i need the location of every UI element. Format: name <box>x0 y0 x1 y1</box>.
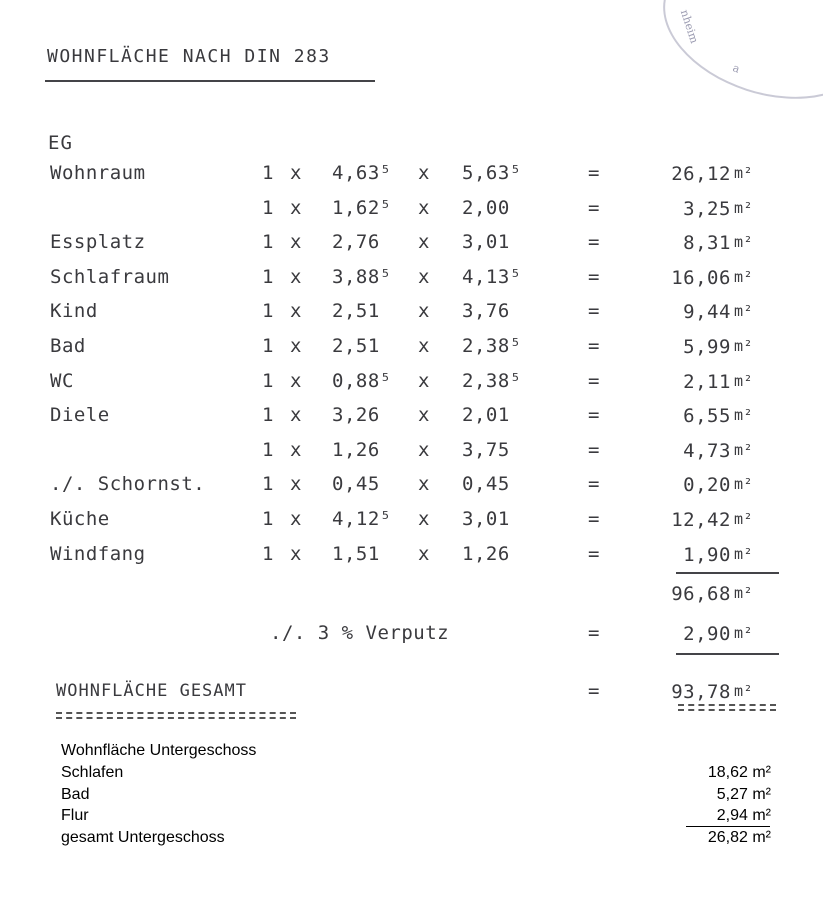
basement-title: Wohnfläche Untergeschoss <box>61 742 257 759</box>
basement-item-value: 18,62 m² <box>707 764 771 781</box>
room-label: ./. Schornst. <box>50 473 206 496</box>
stamp-text: nheim <box>677 8 701 45</box>
basement-total-label: gesamt Untergeschoss <box>61 829 225 846</box>
total-value-double-underline <box>678 704 776 711</box>
equals-sign: = <box>588 404 600 427</box>
basement-item-label: Flur <box>61 807 89 824</box>
width-value: 5,63⁵ <box>462 162 522 184</box>
calculation-row <box>0 402 823 432</box>
room-label: Diele <box>50 404 110 427</box>
calculation-row <box>0 160 823 190</box>
calculation-row <box>0 298 823 328</box>
length-value: 4,63⁵ <box>332 162 392 184</box>
area-result: 26,12 m² <box>671 163 753 185</box>
factor: 1 <box>262 404 274 427</box>
width-value: 4,13⁵ <box>462 265 522 288</box>
multiply-sign: x <box>418 508 430 530</box>
equals-sign: = <box>588 369 600 392</box>
equals-sign: = <box>588 542 600 565</box>
basement-total-value: 26,82 m² <box>707 829 771 846</box>
calculation-row <box>0 506 823 536</box>
heading-underline <box>45 80 375 82</box>
room-label: Küche <box>50 508 110 530</box>
width-value: 3,01 <box>462 508 510 530</box>
equals-sign: = <box>588 265 600 288</box>
subtotal-row <box>0 580 823 610</box>
length-value: 2,51 <box>332 335 380 357</box>
width-value: 0,45 <box>462 473 510 496</box>
room-label: Schlafraum <box>50 265 170 288</box>
basement-item-label: Schlafen <box>61 764 124 781</box>
factor: 1 <box>262 265 274 288</box>
length-value: 3,88⁵ <box>332 265 392 288</box>
width-value: 3,01 <box>462 231 510 254</box>
calculation-row <box>0 264 823 294</box>
basement-item-value: 5,27 m² <box>716 786 771 803</box>
multiply-sign: x <box>290 162 302 184</box>
official-stamp <box>645 0 823 124</box>
area-result: 0,20 m² <box>683 474 753 497</box>
equals-sign: = <box>588 473 600 496</box>
stamp-text: a <box>730 61 742 76</box>
total-rule <box>676 653 779 655</box>
area-result: 16,06 m² <box>671 266 753 289</box>
multiply-sign: x <box>418 438 430 461</box>
subtotal-rule <box>676 572 779 574</box>
length-value: 1,26 <box>332 438 380 461</box>
multiply-sign: x <box>290 265 302 288</box>
equals-sign: = <box>588 438 600 461</box>
equals-sign: = <box>588 508 600 530</box>
factor: 1 <box>262 438 274 461</box>
multiply-sign: x <box>418 404 430 427</box>
area-result: 9,44 m² <box>683 301 753 324</box>
factor: 1 <box>262 231 274 254</box>
factor: 1 <box>262 300 274 323</box>
calculation-row <box>0 333 823 363</box>
plaster-value: 2,90 m² <box>683 623 753 645</box>
multiply-sign: x <box>290 438 302 461</box>
equals-sign: = <box>588 231 600 254</box>
width-value: 1,26 <box>462 542 510 565</box>
area-result: 3,25 m² <box>683 197 753 220</box>
area-result: 4,73 m² <box>683 439 753 462</box>
calculation-row <box>0 368 823 398</box>
area-result: 5,99 m² <box>683 336 753 358</box>
total-equals: = <box>588 680 600 702</box>
multiply-sign: x <box>290 335 302 357</box>
multiply-sign: x <box>290 473 302 496</box>
equals-sign: = <box>588 162 600 184</box>
calculation-row <box>0 437 823 467</box>
basement-item-label: Bad <box>61 786 90 803</box>
total-label: WOHNFLÄCHE GESAMT <box>56 681 247 701</box>
multiply-sign: x <box>418 300 430 323</box>
area-result: 12,42 m² <box>671 509 753 531</box>
calculation-row <box>0 471 823 501</box>
plaster-label: ./. 3 % Verputz <box>270 622 450 644</box>
length-value: 0,45 <box>332 473 380 496</box>
length-value: 1,51 <box>332 542 380 565</box>
calculation-row <box>0 229 823 259</box>
multiply-sign: x <box>418 542 430 565</box>
floor-label: EG <box>48 132 73 154</box>
calculation-row <box>0 541 823 571</box>
multiply-sign: x <box>290 231 302 254</box>
area-result: 8,31 m² <box>683 232 753 255</box>
factor: 1 <box>262 162 274 184</box>
multiply-sign: x <box>290 508 302 530</box>
subtotal-value: 96,68 m² <box>671 583 753 605</box>
room-label: Bad <box>50 335 86 357</box>
multiply-sign: x <box>418 369 430 392</box>
area-result: 2,11 m² <box>683 370 753 393</box>
factor: 1 <box>262 508 274 530</box>
length-value: 0,88⁵ <box>332 369 392 392</box>
multiply-sign: x <box>418 231 430 254</box>
plaster-equals: = <box>588 622 600 644</box>
width-value: 2,38⁵ <box>462 335 522 357</box>
factor: 1 <box>262 196 274 219</box>
multiply-sign: x <box>418 162 430 184</box>
multiply-sign: x <box>290 300 302 323</box>
factor: 1 <box>262 542 274 565</box>
length-value: 1,62⁵ <box>332 196 392 219</box>
document-heading: WOHNFLÄCHE NACH DIN 283 <box>47 46 331 67</box>
multiply-sign: x <box>290 196 302 219</box>
width-value: 3,76 <box>462 300 510 323</box>
length-value: 2,76 <box>332 231 380 254</box>
width-value: 2,38⁵ <box>462 369 522 392</box>
room-label: Kind <box>50 300 98 323</box>
basement-item-value: 2,94 m² <box>716 807 771 824</box>
multiply-sign: x <box>418 473 430 496</box>
plaster-row <box>0 620 823 650</box>
width-value: 3,75 <box>462 438 510 461</box>
factor: 1 <box>262 473 274 496</box>
length-value: 4,12⁵ <box>332 508 392 530</box>
multiply-sign: x <box>418 265 430 288</box>
length-value: 2,51 <box>332 300 380 323</box>
multiply-sign: x <box>418 196 430 219</box>
equals-sign: = <box>588 196 600 219</box>
multiply-sign: x <box>290 404 302 427</box>
multiply-sign: x <box>418 335 430 357</box>
multiply-sign: x <box>290 369 302 392</box>
area-result: 1,90 m² <box>683 543 753 566</box>
room-label: WC <box>50 369 74 392</box>
room-label: Windfang <box>50 542 146 565</box>
width-value: 2,00 <box>462 196 510 219</box>
width-value: 2,01 <box>462 404 510 427</box>
total-value: 93,78 m² <box>671 681 753 703</box>
area-result: 6,55 m² <box>683 405 753 428</box>
equals-sign: = <box>588 335 600 357</box>
multiply-sign: x <box>290 542 302 565</box>
length-value: 3,26 <box>332 404 380 427</box>
total-label-double-underline <box>56 712 296 719</box>
equals-sign: = <box>588 300 600 323</box>
factor: 1 <box>262 369 274 392</box>
room-label: Wohnraum <box>50 162 146 184</box>
calculation-row <box>0 195 823 225</box>
room-label: Essplatz <box>50 231 146 254</box>
factor: 1 <box>262 335 274 357</box>
